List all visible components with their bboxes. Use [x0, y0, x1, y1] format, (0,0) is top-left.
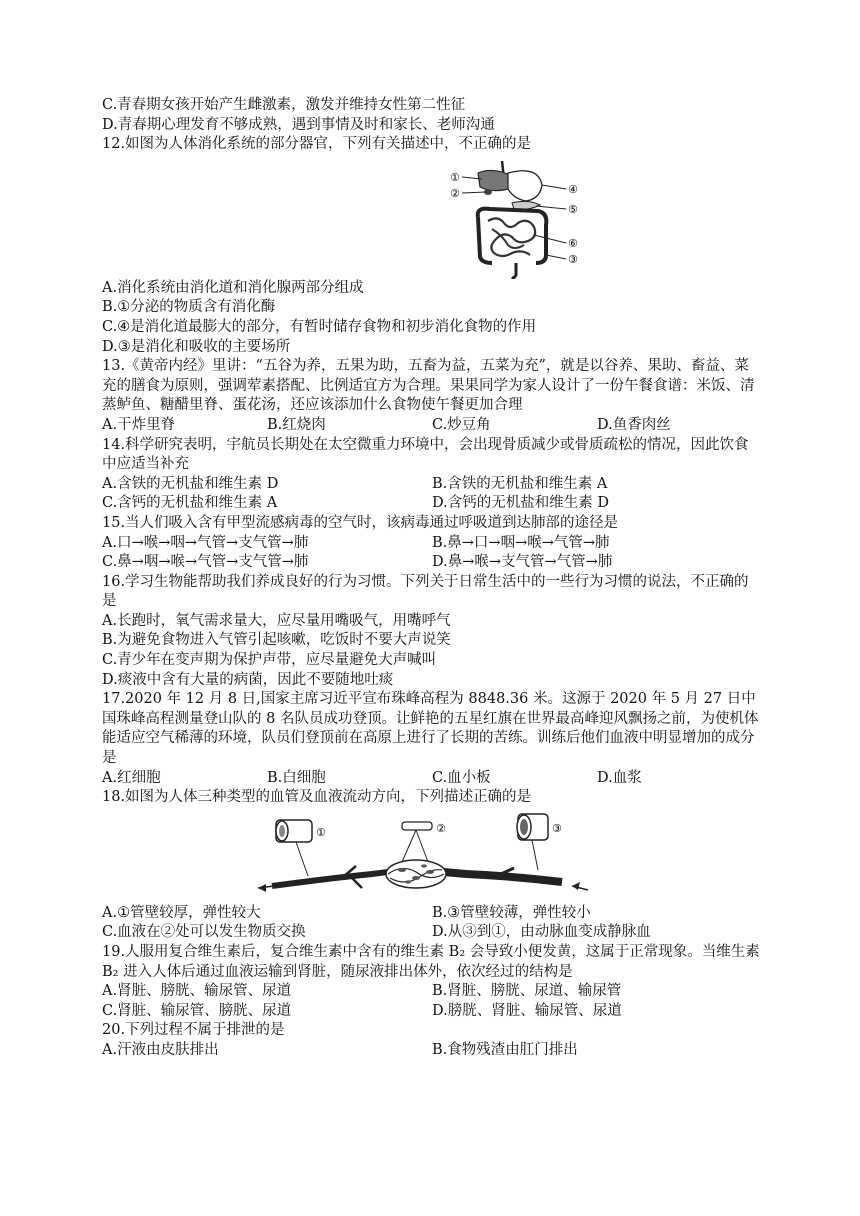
q15-option-c: C.鼻→咽→喉→气管→支气管→肺	[102, 554, 309, 571]
q14-options-row1	[102, 475, 762, 495]
q17-option-b: B.白细胞	[267, 769, 326, 786]
digestive-system-figure	[102, 155, 762, 279]
q14-stem: 14.科学研究表明，宇航员长期处在太空微重力环境中，会出现骨质减少或骨质疏松的情况，因此饮食中应适当补充	[102, 436, 749, 473]
q18-option-a: A.①管壁较厚，弹性较大	[102, 904, 261, 921]
q17-option-c: C.血小板	[432, 769, 491, 786]
vessel-label-3: ③	[552, 821, 562, 835]
q12-stem: 12.如图为人体消化系统的部分器官，下列有关描述中，不正确的是	[102, 136, 532, 153]
q16-option-a: A.长跑时，氧气需求量大，应尽量用嘴吸气，用嘴呼气	[102, 612, 451, 629]
q11-option-c: C.青春期女孩开始产生雌激素，激发并维持女性第二性征	[102, 97, 466, 113]
q19-stem: 19.人服用复合维生素后，复合维生素中含有的维生素 B₂ 会导致小便发黄，这属于正常现象。当维生素 B₂ 进入人体后通过血液运输到肾脏，随尿液排出体外，依次经过的结构是	[102, 944, 760, 980]
q18-option-b: B.③管壁较薄，弹性较小	[432, 904, 591, 921]
q13-option-b: B.红烧肉	[267, 416, 326, 433]
label-4: ④	[568, 182, 578, 196]
q15-stem: 15.当人们吸入含有甲型流感病毒的空气时，该病毒通过呼吸道到达肺部的途径是	[102, 514, 619, 531]
q15-option-d: D.鼻→喉→支气管→气管→肺	[432, 554, 613, 571]
q19-option-c: C.肾脏、输尿管、膀胱、尿道	[102, 1002, 292, 1019]
q18-options-row2	[102, 923, 762, 943]
q16-stem: 16.学习生物能帮助我们养成良好的行为习惯。下列关于日常生活中的一些行为习惯的说法，不正确的是	[102, 573, 749, 610]
q13-option-c: C.炒豆角	[432, 416, 491, 433]
q15-option-b: B.鼻→口→咽→喉→气管→肺	[432, 534, 610, 551]
label-3: ③	[568, 252, 578, 266]
q18-options-row1	[102, 904, 762, 924]
q19-options-row2	[102, 1002, 762, 1022]
q12-option-a: A.消化系统由消化道和消化腺两部分组成	[102, 279, 364, 296]
q14-options-row2	[102, 494, 762, 514]
q18-stem: 18.如图为人体三种类型的血管及血液流动方向，下列描述正确的是	[102, 789, 532, 806]
q18-option-c: C.血液在②处可以发生物质交换	[102, 924, 306, 941]
q19-option-b: B.肾脏、膀胱、尿道、输尿管	[432, 983, 622, 1000]
q12-option-d: D.③是消化和吸收的主要场所	[102, 338, 291, 355]
q20-stem: 20.下列过程不属于排泄的是	[102, 1022, 285, 1039]
q17-option-a: A.红细胞	[102, 769, 161, 786]
q15-option-a: A.口→喉→咽→气管→支气管→肺	[102, 534, 309, 551]
q15-options-row2	[102, 553, 762, 573]
q20-option-a: A.汗液由皮肤排出	[102, 1041, 219, 1058]
q12-option-b: B.①分泌的物质含有消化酶	[102, 299, 276, 316]
q19-options-row1	[102, 982, 762, 1002]
vessel-label-1: ①	[316, 825, 326, 839]
label-2: ②	[450, 186, 460, 200]
q16-option-c: C.青少年在变声期为保护声带，应尽量避免大声喊叫	[102, 652, 437, 669]
blood-vessel-figure	[102, 808, 762, 904]
q14-option-b: B.含铁的无机盐和维生素 A	[432, 475, 608, 492]
label-6: ⑥	[568, 236, 578, 250]
q18-option-d: D.从③到①，由动脉血变成静脉血	[432, 924, 651, 941]
q20-option-b: B.食物残渣由肛门排出	[432, 1041, 578, 1058]
q16-option-b: B.为避免食物进入气管引起咳嗽，吃饭时不要大声说笑	[102, 632, 451, 649]
q20-options-row1	[102, 1041, 762, 1061]
q19-option-d: D.膀胱、肾脏、输尿管、尿道	[432, 1002, 622, 1019]
q17-stem: 17.2020 年 12 月 8 日,国家主席习近平宣布珠峰高程为 8848.36 米。这源于 2020 年 5 月 27 日中国珠峰高程测量登山队的 8 名队员成功登顶。让鲜艳的五星红旗在世界最高峰迎风飘扬之前，为使机体能适应空气稀薄的环境，队员们登顶前在高原上进行了长期的苦练。训练后他们血液中明显增加的成分是	[102, 691, 759, 767]
q12-option-c: C.④是消化道最膨大的部分，有暂时储存食物和初步消化食物的作用	[102, 318, 537, 335]
label-1: ①	[450, 170, 460, 184]
vessel-label-2: ②	[436, 821, 446, 835]
q13-option-d: D.鱼香肉丝	[597, 416, 671, 433]
q17-option-d: D.血浆	[597, 769, 642, 786]
label-5: ⑤	[568, 202, 578, 216]
q16-option-d: D.痰液中含有大量的病菌，因此不要随地吐痰	[102, 671, 394, 688]
q14-option-d: D.含钙的无机盐和维生素 D	[432, 495, 609, 512]
q13-stem: 13.《黄帝内经》里讲：“五谷为养，五果为助，五畜为益，五菜为充”，就是以谷养、果助、畜益、菜充的膳食为原则，强调荤素搭配、比例适宜方为合理。果果同学为家人设计了一份午餐食谱：米饭、清蒸鲈鱼、糖醋里脊、蛋花汤，还应该添加什么食物使午餐更加合理	[102, 358, 755, 414]
q13-options	[102, 416, 762, 436]
q17-options	[102, 769, 762, 789]
exam-page	[102, 96, 762, 1061]
blood-vessel-diagram	[252, 812, 592, 904]
digestive-system-diagram	[442, 159, 592, 279]
q13-option-a: A.干炸里脊	[102, 416, 176, 433]
q11-option-d: D.青春期心理发育不够成熟，遇到事情及时和家长、老师沟通	[102, 116, 495, 133]
q14-option-a: A.含铁的无机盐和维生素 D	[102, 475, 279, 492]
q15-options-row1	[102, 534, 762, 554]
q14-option-c: C.含钙的无机盐和维生素 A	[102, 495, 278, 512]
q19-option-a: A.肾脏、膀胱、输尿管、尿道	[102, 983, 292, 1000]
